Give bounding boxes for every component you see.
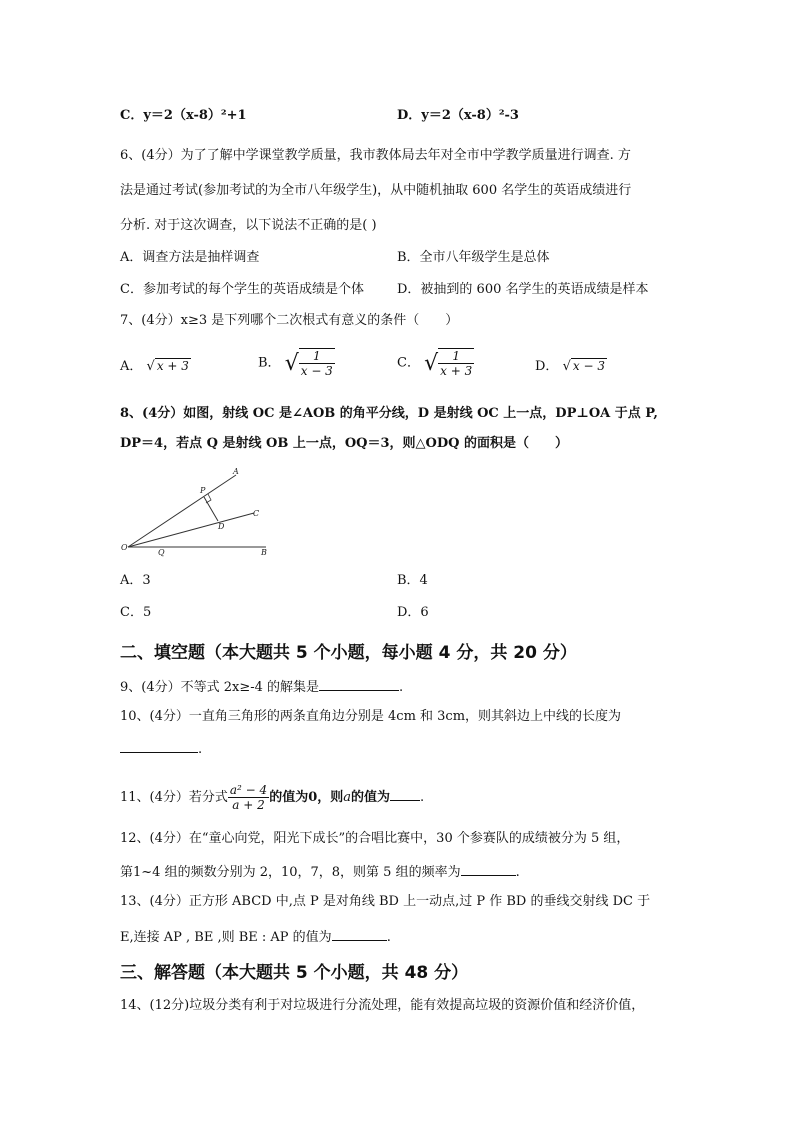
fraction-numerator: 1 [438, 349, 474, 364]
q7-stem: 7、(4分）x≥3 是下列哪个二次根式有意义的条件（ ） [120, 313, 459, 328]
q6-option-b: B．全市八年级学生是总体 [397, 250, 550, 265]
q11 [120, 778, 424, 818]
q11-post: 的值为 [351, 790, 391, 805]
ray-oa [128, 475, 236, 547]
q7-option-d-label: D． [535, 359, 559, 374]
fraction-denominator: a + 2 [232, 798, 265, 812]
q7-option-d-radicand: x − 3 [572, 359, 605, 373]
q8-option-a: A．3 [120, 573, 151, 588]
q5-option-d [397, 107, 519, 125]
q12-stem-line2-text: 第1~4 组的频数分别为 2，10，7，8，则第 5 组的频率为 [120, 865, 461, 880]
segment-dp [204, 497, 218, 521]
q8-stem-line1: 8、(4分）如图，射线 OC 是∠AOB 的角平分线，D 是射线 OC 上一点，DP⊥OA 于点 P, [120, 406, 658, 421]
sqrt-symbol: √ x + 3 [146, 359, 189, 374]
q7-option-c [397, 348, 474, 378]
sqrt-symbol: √ [424, 350, 439, 376]
q13-stem-line1: 13、(4分）正方形 ABCD 中,点 P 是对角线 BD 上一动点,过 P 作 BD 的垂线交射线 DC 于 [120, 894, 651, 909]
q10-answer-blank[interactable] [120, 738, 198, 753]
q7-option-c-fraction [438, 348, 474, 378]
q6-stem-line1: 6、(4分）为了了解中学课堂教学质量，我市教体局去年对全市中学教学质量进行调查. 方 [120, 148, 631, 163]
label-d: D [218, 522, 225, 531]
q6-stem-line3: 分析. 对于这次调查，以下说法不正确的是( ) [120, 218, 377, 233]
q13-stem-line2-text: E,连接 AP , BE ,则 BE : AP 的值为 [120, 930, 332, 945]
q12-stem-line2 [120, 861, 520, 882]
q7-option-a-label: A． [120, 359, 143, 374]
q8-stem-line2: DP＝4，若点 Q 是射线 OB 上一点，OQ＝3，则△ODQ 的面积是（ ） [120, 436, 568, 451]
fraction-denominator: x − 3 [300, 364, 333, 378]
ray-oc [128, 513, 254, 547]
q11-mid: 的值为0，则 [269, 790, 344, 805]
q7-option-b [258, 348, 335, 378]
q11-pre: 11、(4分）若分式 [120, 790, 228, 805]
q11-answer-blank[interactable] [390, 786, 420, 801]
q14-stem-line1: 14、(12分)垃圾分类有利于对垃圾进行分流处理，能有效提高垃圾的资源价值和经济价值， [120, 998, 645, 1013]
fraction-numerator: 1 [299, 349, 335, 364]
q6-stem-line2: 法是通过考试(参加考试的为全市八年级学生)，从中随机抽取 600 名学生的英语成绩进行 [120, 183, 632, 198]
sqrt-symbol: √ x − 3 [562, 359, 605, 374]
q5-option-c-label: C． [120, 108, 144, 123]
q8-option-c: C．5 [120, 605, 152, 620]
q6-option-a: A．调查方法是抽样调查 [120, 250, 260, 265]
q5-option-d-expr: y＝2（x-8）²-3 [421, 108, 519, 123]
sqrt-symbol: √ [284, 350, 299, 376]
q13-stem-line2 [120, 926, 391, 947]
label-b: B [261, 548, 267, 557]
q9-answer-blank[interactable] [319, 676, 399, 691]
q12-end: . [515, 865, 520, 880]
q9 [120, 676, 403, 697]
q13-end: . [386, 930, 391, 945]
fraction-numerator: a² − 4 [229, 783, 268, 797]
q6-option-d: D．被抽到的 600 名学生的英语成绩是样本 [397, 282, 649, 297]
q10-end: . [198, 742, 203, 757]
q7-option-c-label: C． [397, 355, 420, 371]
q10-answer-line [120, 738, 202, 759]
label-p: P [200, 486, 206, 495]
label-o: O [121, 543, 128, 552]
q9-end: . [399, 680, 404, 695]
q7-option-d [535, 355, 607, 374]
q8-geometry-figure [118, 465, 278, 560]
label-a: A [233, 467, 239, 476]
label-q: Q [158, 548, 165, 557]
q11-fraction [228, 783, 269, 812]
q7-option-a [120, 355, 191, 374]
q12-answer-blank[interactable] [461, 861, 516, 876]
q5-option-d-label: D． [397, 108, 422, 123]
q6-option-c: C．参加考试的每个学生的英语成绩是个体 [120, 282, 364, 297]
q7-option-b-fraction [299, 348, 335, 378]
q11-end: . [420, 790, 425, 805]
q10-stem: 10、(4分）一直角三角形的两条直角边分别是 4cm 和 3cm，则其斜边上中线的长度为 [120, 709, 622, 724]
fraction-denominator: x + 3 [440, 364, 473, 378]
label-c: C [253, 509, 260, 518]
q7-option-a-radicand: x + 3 [156, 359, 189, 373]
section-3-title: 三、解答题（本大题共 5 个小题，共 48 分） [120, 963, 469, 983]
q11-variable: a [343, 790, 351, 805]
q5-option-c-expr: y＝2（x-8）²+1 [143, 108, 247, 123]
q8-option-d: D．6 [397, 605, 429, 620]
q13-answer-blank[interactable] [332, 926, 387, 941]
q12-stem-line1: 12、(4分）在“童心向党，阳光下成长”的合唱比赛中，30 个参赛队的成绩被分为 5 组， [120, 831, 630, 846]
q5-option-c [120, 107, 247, 125]
q8-option-b: B．4 [397, 573, 428, 588]
section-2-title: 二、填空题（本大题共 5 个小题，每小题 4 分，共 20 分） [120, 643, 577, 663]
q9-text: 9、(4分）不等式 2x≥-4 的解集是 [120, 680, 320, 695]
q7-option-b-label: B． [258, 355, 281, 371]
